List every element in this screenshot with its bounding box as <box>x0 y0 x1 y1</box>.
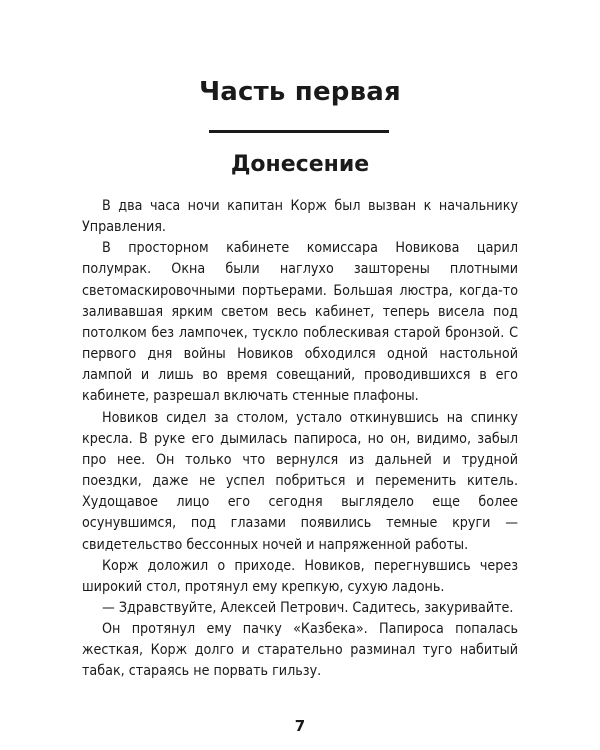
paragraph: В два часа ночи капитан Корж был вызван к начальнику Управления. <box>82 198 518 236</box>
body-text <box>82 196 518 683</box>
paragraph: — Здравствуйте, Алексей Петрович. Садитесь, закуривайте. <box>102 599 514 616</box>
paragraph: Корж доложил о приходе. Новиков, перегнувшись через широкий стол, протянул ему крепкую, сухую ладонь. <box>82 557 518 595</box>
paragraph: В просторном кабинете комиссара Новикова царил полумрак. Окна были наглухо зашторены плотными светомаскировочными портьерами. Большая люстра, когда-то заливавшая ярким светом весь кабинет, теперь висела под потолком без лампочек, тускло поблескивая старой бронзой. С первого дня войны Новиков обходился одной настольной лампой и лишь во время совещаний, проводившихся в его кабинете, разрешал включать стенные плафоны. <box>82 240 518 405</box>
part-title: Часть первая <box>199 77 401 107</box>
page-number: 7 <box>294 717 306 735</box>
paragraph: Он протянул ему пачку «Казбека». Папироса попалась жесткая, Корж долго и старательно разминал туго набитый табак, стараясь не порвать гильзу. <box>82 621 518 680</box>
paragraph: Новиков сидел за столом, устало откинувшись на спинку кресла. В руке его дымилась папироса, но он, видимо, забыл про нее. Он только что вернулся из дальней и трудной поездки, даже не успел побриться и переменить китель. Худощавое лицо его сегодня выглядело еще более осунувшимся, под глазами появились темные круги — свидетельство бессонных ночей и напряженной работы. <box>82 409 518 553</box>
chapter-title: Донесение <box>230 152 370 177</box>
title-divider <box>209 130 389 133</box>
